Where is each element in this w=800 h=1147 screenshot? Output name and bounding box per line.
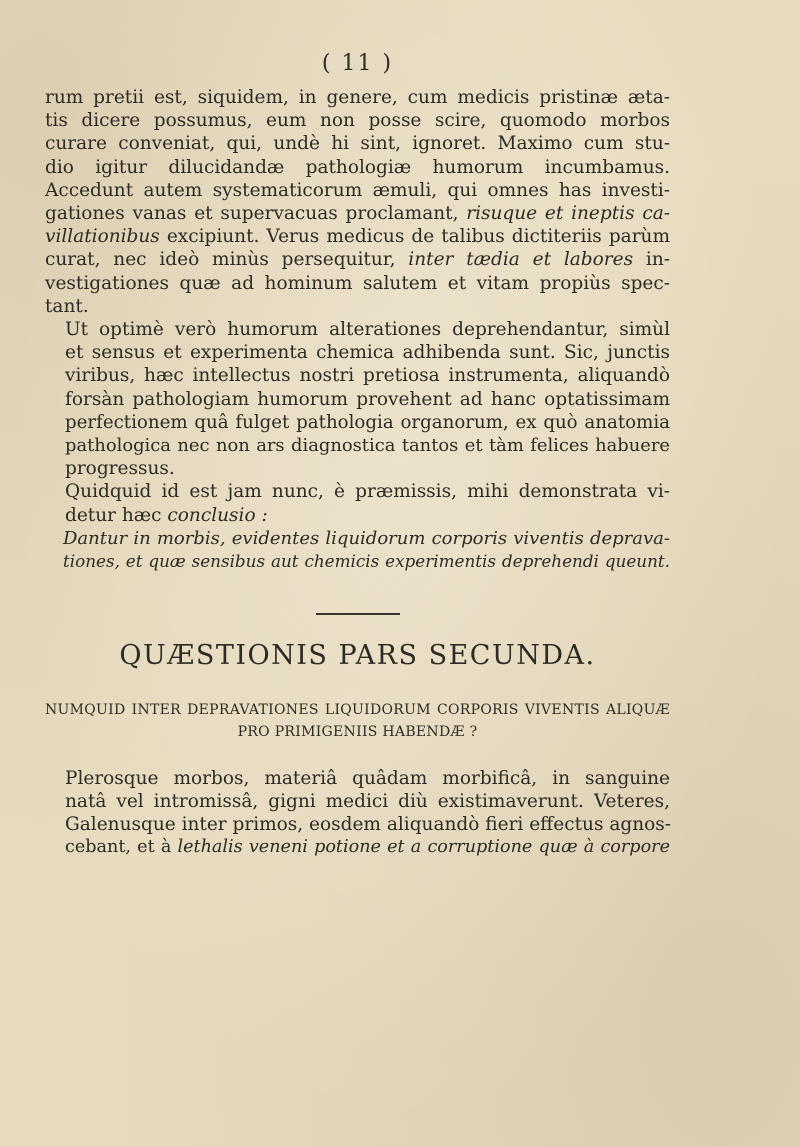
text-line: forsàn pathologiam humorum provehent ad hanc optatissimam [65,388,670,410]
text-line: et sensus et experimenta chemica adhibenda sunt. Sic, junctis [65,342,670,364]
italic-quote: conclusio : [167,504,268,526]
conclusion-statement [45,527,670,573]
text-line: tant. [45,295,89,317]
text-line: pathologica nec non ars diagnostica tantos et tàm felices habuere [65,435,670,457]
text-line [45,202,670,225]
section-title: QUÆSTIONIS PARS SECUNDA. [119,639,596,671]
text-run: cebant, et à [65,837,178,858]
text-line: Ut optimè verò humorum alterationes deprehendantur, simùl [65,319,670,341]
text-line: NUMQUID INTER DEPRAVATIONES LIQUIDORUM CORPORIS VIVENTIS ALIQUÆ [45,701,670,718]
section-divider [316,613,400,615]
text-line: Dantur in morbis, evidentes liquidorum corporis viventis deprava- [63,527,670,549]
italic-quote: risuque et ineptis ca- [466,203,670,225]
page-number: ( 11 ) [321,51,394,76]
book-page [45,48,670,860]
text-line: perfectionem quâ fulget pathologia organorum, ex quò anatomia [65,411,670,433]
text-line [45,248,670,271]
text-run: in- [633,249,670,271]
text-line [45,225,670,248]
text-line: progressus. [65,458,175,480]
text-line: rum pretii est, siquidem, in genere, cum medicis pristinæ æta- [45,87,670,108]
italic-quote: inter tædia et labores [408,249,634,271]
text-line: dio igitur dilucidandæ pathologiæ humorum incumbamus. [45,156,670,178]
text-line: tiones, et quæ sensibus aut chemicis experimentis deprehendi queunt. [63,550,670,571]
paragraph-1 [45,86,670,318]
text-line: viribus, hæc intellectus nostri pretiosa instrumenta, aliquandò [65,365,670,387]
paragraph-3 [45,480,670,526]
text-line: Galenusque inter primos, eosdem aliquandò fieri effectus agnos- [65,814,672,836]
text-run: excipiunt. Verus medicus de talibus dictiteriis parùm [159,226,670,248]
text-line: vestigationes quæ ad hominum salutem et vitam propiùs spec- [45,272,670,294]
italic-quote: lethalis veneni potione et a corruptione quæ à corpore [177,837,670,858]
text-line [45,504,670,527]
text-line: natâ vel intromissâ, gigni medici diù existimaverunt. Veteres, [65,791,670,813]
text-run: curat, nec ideò minùs persequitur, [45,249,409,271]
italic-quote: villationibus [45,226,160,248]
paragraph-2 [45,318,670,480]
text-line [45,836,670,859]
text-run: gationes vanas et supervacuas proclamant, [45,203,467,225]
section-question [45,699,670,743]
text-line: Plerosque morbos, materiâ quâdam morbificâ, in sanguine [65,767,670,789]
text-line: curare conveniat, qui, undè hi sint, ignoret. Maximo cum stu- [45,133,670,155]
paragraph-4 [45,767,670,860]
text-run: detur hæc [65,504,168,526]
text-line: Quidquid id est jam nunc, è præmissis, mihi demonstrata vi- [65,481,670,503]
text-line: tis dicere possumus, eum non posse scire, quomodo morbos [45,110,670,132]
text-line: PRO PRIMIGENIIS HABENDÆ ? [237,723,478,740]
text-line: Accedunt autem systematicorum æmuli, qui omnes has investi- [45,179,670,201]
